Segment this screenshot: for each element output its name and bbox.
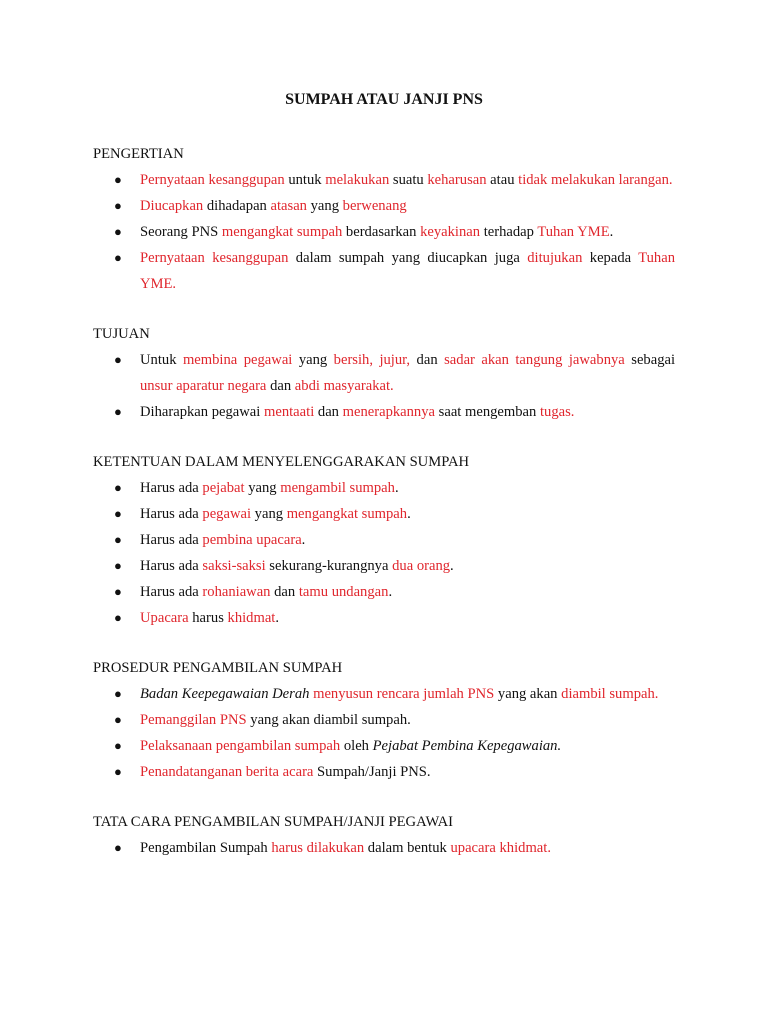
text-segment: . (388, 584, 393, 600)
text-segment: atau (486, 172, 519, 188)
highlighted-text: tugas. (539, 404, 575, 420)
highlighted-text: mengambil sumpah (280, 480, 395, 496)
highlighted-text: menyusun rencara jumlah PNS (313, 686, 495, 702)
text-segment: saat mengemban (435, 404, 540, 420)
highlighted-text: Tuhan YME. (140, 250, 676, 292)
bullet-icon: ● (114, 738, 122, 753)
bullet-list (93, 167, 675, 297)
text-segment: . (275, 610, 280, 626)
text-segment: . (394, 480, 399, 496)
text-segment: kepada (582, 250, 639, 266)
highlighted-text: pegawai (202, 506, 252, 522)
text-segment: sebagai (624, 352, 676, 368)
text-segment: . (301, 532, 306, 548)
bullet-icon: ● (114, 610, 122, 625)
highlighted-text: pembina upacara (202, 532, 302, 548)
text-segment: yang (251, 506, 287, 522)
text-segment: Harus ada (140, 506, 203, 522)
list-item (93, 167, 675, 193)
highlighted-text: mengangkat sumpah (221, 224, 343, 240)
text-segment: Diharapkan pegawai (140, 404, 264, 420)
section-heading: KETENTUAN DALAM MENYELENGGARAKAN SUMPAH (93, 454, 470, 470)
document-body (93, 141, 675, 861)
text-segment: oleh (340, 738, 373, 754)
highlighted-text: Pelaksanaan pengambilan sumpah (140, 738, 341, 754)
text-segment: Harus ada (140, 480, 203, 496)
list-item (93, 605, 675, 631)
highlighted-text: upacara khidmat. (450, 840, 551, 856)
highlighted-text: diambil sumpah. (561, 686, 659, 702)
text-segment: Harus ada (140, 532, 203, 548)
highlighted-text: Pernyataan kesanggupan (140, 250, 289, 266)
bullet-list (93, 681, 675, 785)
text-segment: Pengambilan Sumpah (140, 840, 272, 856)
highlighted-text: bersih, jujur, (333, 352, 411, 368)
text-segment: . (450, 558, 454, 574)
bullet-icon: ● (114, 224, 122, 239)
text-segment: yang (306, 198, 343, 214)
highlighted-text: tamu undangan (298, 584, 389, 600)
text-segment: suatu (389, 172, 428, 188)
bullet-icon: ● (114, 172, 122, 187)
bullet-list (93, 347, 675, 425)
list-item (93, 681, 675, 707)
highlighted-text: mentaati (264, 404, 315, 420)
highlighted-text: khidmat (227, 610, 276, 626)
highlighted-text: Upacara (140, 610, 189, 626)
highlighted-text: ditujukan (527, 250, 583, 266)
text-segment: yang akan (494, 686, 562, 702)
highlighted-text: saksi-saksi (202, 558, 266, 574)
highlighted-text: harus dilakukan (271, 840, 365, 856)
text-segment: dalam bentuk (364, 840, 451, 856)
highlighted-text: tidak melakukan larangan. (518, 172, 673, 188)
highlighted-text: Diucapkan (140, 198, 204, 214)
bullet-icon: ● (114, 712, 122, 727)
text-segment: dihadapan (203, 198, 271, 214)
document-title: SUMPAH ATAU JANJI PNS (285, 91, 483, 108)
bullet-icon: ● (114, 686, 122, 701)
highlighted-text: keharusan (427, 172, 487, 188)
highlighted-text: membina pegawai (182, 352, 293, 368)
text-segment: harus (188, 610, 228, 626)
highlighted-text: unsur aparatur negara (140, 378, 267, 394)
bullet-icon: ● (114, 558, 122, 573)
text-segment: Untuk (140, 352, 183, 368)
highlighted-text: Pernyataan kesanggupan (140, 172, 285, 188)
list-item (93, 475, 675, 501)
section (93, 449, 675, 631)
highlighted-text: rohaniawan (202, 584, 271, 600)
highlighted-text: berwenang (342, 198, 407, 214)
text-segment: dan (314, 404, 343, 420)
highlighted-text: Penandatanganan berita acara (140, 764, 314, 780)
bullet-icon: ● (114, 506, 122, 521)
section-heading: PENGERTIAN (93, 146, 184, 162)
bullet-icon: ● (114, 404, 122, 419)
text-segment: . (407, 506, 411, 522)
text-segment: Seorang PNS (140, 224, 222, 240)
list-item (93, 193, 675, 219)
section (93, 321, 675, 425)
highlighted-text: mengangkat sumpah (286, 506, 408, 522)
list-item (93, 835, 675, 861)
text-segment: sekurang-kurangnya (265, 558, 393, 574)
highlighted-text: dua orang (392, 558, 451, 574)
text-segment: Pejabat Pembina Kepegawaian. (372, 738, 562, 754)
section (93, 655, 675, 785)
document-page (93, 87, 675, 885)
list-item (93, 347, 675, 399)
text-segment: yang akan diambil sumpah. (246, 712, 411, 728)
list-item (93, 527, 675, 553)
text-segment: yang (244, 480, 281, 496)
highlighted-text: pejabat (202, 480, 245, 496)
text-segment: yang (292, 352, 334, 368)
highlighted-text: melakukan (325, 172, 390, 188)
text-segment: Harus ada (140, 584, 203, 600)
list-item (93, 579, 675, 605)
bullet-icon: ● (114, 532, 122, 547)
highlighted-text: abdi masyarakat. (294, 378, 394, 394)
text-segment: Harus ada (140, 558, 203, 574)
text-segment: dan (270, 584, 299, 600)
highlighted-text: keyakinan (420, 224, 481, 240)
text-segment: Sumpah/Janji PNS. (313, 764, 431, 780)
text-segment: Badan Keepegawaian Derah (140, 686, 310, 702)
bullet-icon: ● (114, 352, 122, 367)
text-segment: dan (410, 352, 445, 368)
section-heading: TUJUAN (93, 326, 150, 342)
bullet-list (93, 835, 675, 861)
list-item (93, 219, 675, 245)
highlighted-text: atasan (270, 198, 307, 214)
list-item (93, 707, 675, 733)
highlighted-text: Pemanggilan PNS (140, 712, 247, 728)
bullet-icon: ● (114, 764, 122, 779)
text-segment: berdasarkan (342, 224, 421, 240)
highlighted-text: menerapkannya (342, 404, 436, 420)
text-segment: . (609, 224, 614, 240)
section-heading: TATA CARA PENGAMBILAN SUMPAH/JANJI PEGAWAI (93, 814, 454, 830)
text-segment: dan (266, 378, 295, 394)
text-segment: untuk (284, 172, 326, 188)
bullet-icon: ● (114, 584, 122, 599)
bullet-icon: ● (114, 198, 122, 213)
section (93, 141, 675, 297)
section (93, 809, 675, 861)
text-segment: terhadap (480, 224, 538, 240)
highlighted-text: sadar akan tangung jawabnya (444, 352, 625, 368)
text-segment: dalam sumpah yang diucapkan juga (288, 250, 528, 266)
list-item (93, 501, 675, 527)
list-item (93, 733, 675, 759)
highlighted-text: Tuhan YME (537, 224, 610, 240)
bullet-icon: ● (114, 480, 122, 495)
section-heading: PROSEDUR PENGAMBILAN SUMPAH (93, 660, 343, 676)
bullet-icon: ● (114, 250, 122, 265)
bullet-list (93, 475, 675, 631)
list-item (93, 553, 675, 579)
list-item (93, 399, 675, 425)
bullet-icon: ● (114, 840, 122, 855)
list-item (93, 759, 675, 785)
list-item (93, 245, 675, 297)
